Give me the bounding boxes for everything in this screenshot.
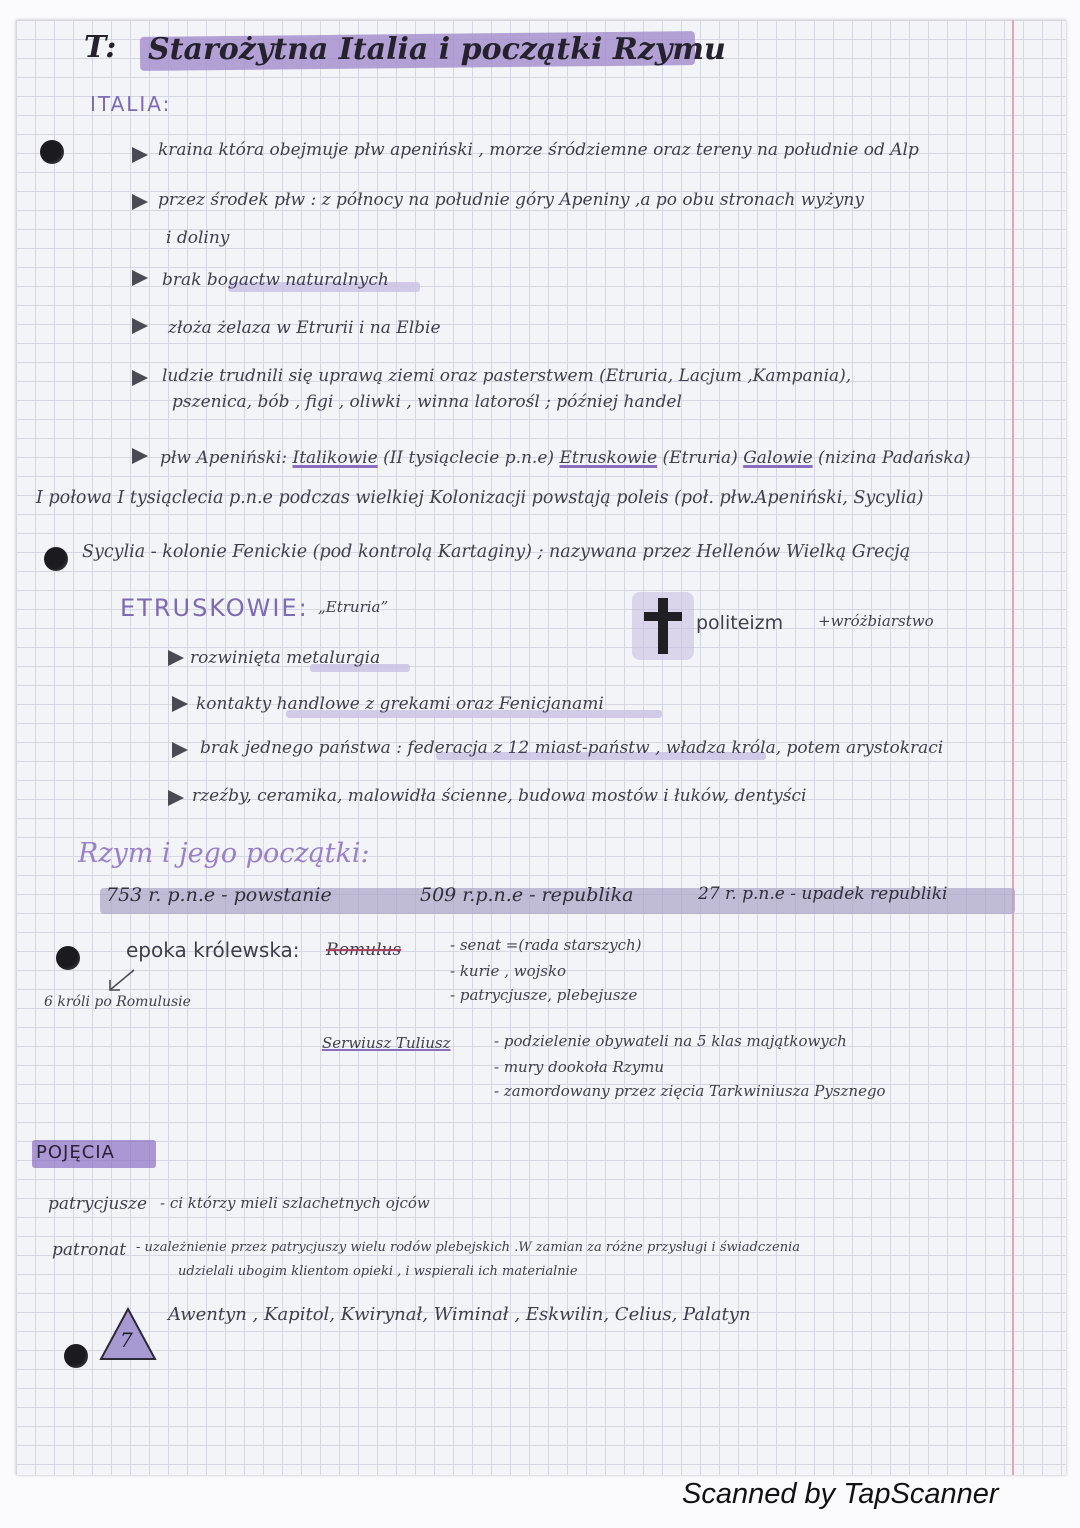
religion-extra: +wróżbiarstwo: [818, 612, 934, 630]
section-heading-pojecia: POJĘCIA: [36, 1142, 115, 1163]
punch-hole: [40, 140, 64, 164]
arrow-down-left-icon: [104, 966, 138, 994]
serwiusz-item: - mury dookoła Rzymu: [494, 1058, 665, 1076]
bullet-arrow-icon: [132, 147, 148, 163]
hills-list: Awentyn , Kapitol, Kwirynał, Wiminał , Eskwilin, Celius, Palatyn: [168, 1304, 751, 1325]
people-italikowie: Italikowie: [292, 448, 378, 468]
punch-hole: [44, 547, 68, 571]
term-definition: - ci którzy mieli szlachetnych ojców: [160, 1194, 430, 1212]
page-title: Starożytna Italia i początki Rzymu: [148, 32, 726, 67]
term-label: patrycjusze: [48, 1194, 148, 1214]
people-etruskowie: Etruskowie: [559, 448, 658, 468]
title-prefix: T:: [84, 30, 117, 65]
italia-bullet: brak bogactw naturalnych: [162, 270, 389, 290]
date-item: 753 r. p.n.e - powstanie: [106, 884, 332, 906]
italia-bullet-cont: i doliny: [166, 228, 230, 248]
punch-hole: [56, 946, 80, 970]
etruskowie-bullet: rzeźby, ceramika, malowidła ścienne, budowa mostów i łuków, dentyści: [192, 786, 807, 806]
serwiusz-item: - zamordowany przez zięcia Tarkwiniusza Pysznego: [494, 1082, 886, 1100]
serwiusz-item: - podzielenie obywateli na 5 klas majątkowych: [494, 1032, 847, 1050]
bullet-arrow-icon: [168, 650, 184, 666]
italia-bullet: ludzie trudnili się uprawą ziemi oraz pasterstwem (Etruria, Lacjum ,Kampania),: [162, 366, 852, 386]
term-label: patronat: [52, 1240, 127, 1260]
etruskowie-bullet: rozwinięta metalurgia: [190, 648, 381, 668]
romulus-item: - patrycjusze, plebejusze: [450, 986, 638, 1004]
bullet-arrow-icon: [132, 370, 148, 386]
romulus-item: - kurie , wojsko: [450, 962, 567, 980]
romulus-item: - senat =(rada starszych): [450, 936, 642, 954]
people-note: (nizina Padańska): [818, 448, 971, 468]
scanner-watermark: Scanned by TapScanner: [682, 1478, 999, 1510]
bullet-arrow-icon: [132, 270, 148, 286]
bullet-arrow-icon: [168, 790, 184, 806]
serwiusz-label: Serwiusz Tuliusz: [322, 1034, 451, 1052]
epoka-label: epoka królewska:: [126, 938, 300, 962]
etruskowie-bullet: brak jednego państwa : federacja z 12 miast-państw , władza króla, potem arystokraci: [200, 738, 944, 758]
bullet-arrow-icon: [172, 696, 188, 712]
section-heading-etruskowie: ETRUSKOWIE:: [120, 594, 309, 622]
term-definition: - uzależnienie przez patrycjuszy wielu rodów plebejskich .W zamian za różne przysługi i świadczenia: [136, 1240, 800, 1255]
italia-bullet: [160, 448, 971, 468]
krolowie-note: 6 króli po Romulusie: [44, 994, 191, 1010]
section-heading-rzym: Rzym i jego początki:: [78, 838, 370, 869]
etruskowie-bullet: kontakty handlowe z grekami oraz Fenicjanami: [196, 694, 604, 714]
people-note: (II tysiąclecie p.n.e): [383, 448, 555, 468]
punch-hole: [64, 1344, 88, 1368]
date-item: 509 r.p.n.e - republika: [420, 884, 634, 906]
people-note: (Etruria): [662, 448, 738, 468]
etruskowie-sub: „Etruria”: [318, 598, 389, 616]
italia-bullet: złoża żelaza w Etrurii i na Elbie: [168, 318, 441, 338]
sycylia-line: Sycylia - kolonie Fenickie (pod kontrolą Kartaginy) ; nazywana przez Hellenów Wielką Grecją: [82, 542, 911, 562]
hills-count: 7: [120, 1328, 133, 1352]
date-item: 27 r. p.n.e - upadek republiki: [698, 884, 948, 904]
people-galowie: Galowie: [743, 448, 813, 468]
cross-icon: [640, 598, 686, 654]
margin-line: [1012, 20, 1014, 1475]
italia-bullet: przez środek płw : z północy na południe góry Apeniny ,a po obu stronach wyżyny: [158, 190, 864, 210]
italia-bullet-cont: pszenica, bób , figi , oliwki , winna latorośl ; później handel: [172, 392, 682, 412]
term-definition-cont: udzielali ubogim klientom opieki , i wspierali ich materialnie: [178, 1264, 578, 1279]
peoples-label: płw Apeniński:: [160, 448, 293, 468]
religion-label: politeizm: [696, 612, 784, 634]
bullet-arrow-icon: [132, 318, 148, 334]
bullet-arrow-icon: [172, 742, 188, 758]
bullet-arrow-icon: [132, 194, 148, 210]
bullet-arrow-icon: [132, 448, 148, 464]
italia-bullet: kraina która obejmuje płw apeniński , morze śródziemne oraz tereny na południe od Alp: [158, 140, 919, 160]
section-heading-italia: ITALIA:: [90, 92, 172, 116]
kolonizacja-line: I połowa I tysiąclecia p.n.e podczas wielkiej Kolonizacji powstają poleis (poł. płw.Apeniński, Sycylia): [36, 488, 924, 508]
romulus-label: Romulus: [326, 940, 402, 960]
